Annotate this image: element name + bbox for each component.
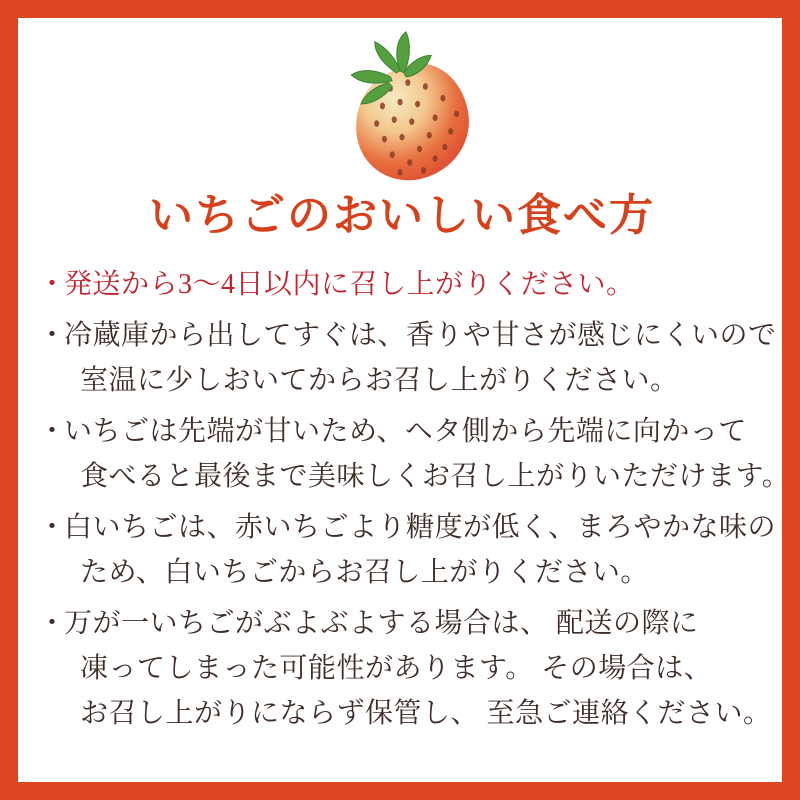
instruction-text: 冷蔵庫から出してすぐは、香りや甘さが感じにくいので xyxy=(64,320,777,351)
list-item xyxy=(38,505,776,595)
instruction-text: 発送から3～4日以内に召し上がりください。 xyxy=(64,269,635,300)
list-item xyxy=(38,601,772,736)
instruction-line xyxy=(38,601,766,646)
list-item xyxy=(38,409,791,499)
instruction-line xyxy=(38,409,766,454)
instructions-list xyxy=(38,262,791,736)
list-item xyxy=(38,262,766,307)
instruction-text: 万が一いちごがぶよぶよする場合は、 配送の際に xyxy=(64,608,699,639)
strawberry-icon xyxy=(38,28,766,184)
bullet-marker: ・ xyxy=(38,608,67,639)
bullet-marker: ・ xyxy=(38,416,67,447)
instruction-line: 室温に少しおいてからお召し上がりください。 xyxy=(80,365,679,396)
instruction-line: 凍ってしまった可能性があります。 その場合は、 xyxy=(80,653,713,684)
instruction-text: いちごは先端が甘いため、ヘタ側から先端に向かって xyxy=(64,416,747,447)
instruction-line xyxy=(38,313,777,358)
instruction-text: 白いちごは、赤いちごより糖度が低く、まろやかな味の xyxy=(64,512,776,543)
page-title: いちごのおいしい食べ方 xyxy=(149,191,655,240)
list-item xyxy=(38,313,777,403)
instruction-line: ため、白いちごからお召し上がりください。 xyxy=(80,557,649,588)
bullet-marker: ・ xyxy=(38,512,67,543)
bullet-marker: ・ xyxy=(38,320,67,351)
strawberry-illustration xyxy=(324,28,480,184)
instruction-line xyxy=(38,505,776,550)
bullet-marker: ・ xyxy=(38,269,67,300)
instruction-line: 食べると最後まで美味しくお召し上がりいただけます。 xyxy=(80,461,791,492)
instruction-line: お召し上がりにならず保管し、 至急ご連絡ください。 xyxy=(80,698,772,729)
instruction-line xyxy=(38,262,766,307)
